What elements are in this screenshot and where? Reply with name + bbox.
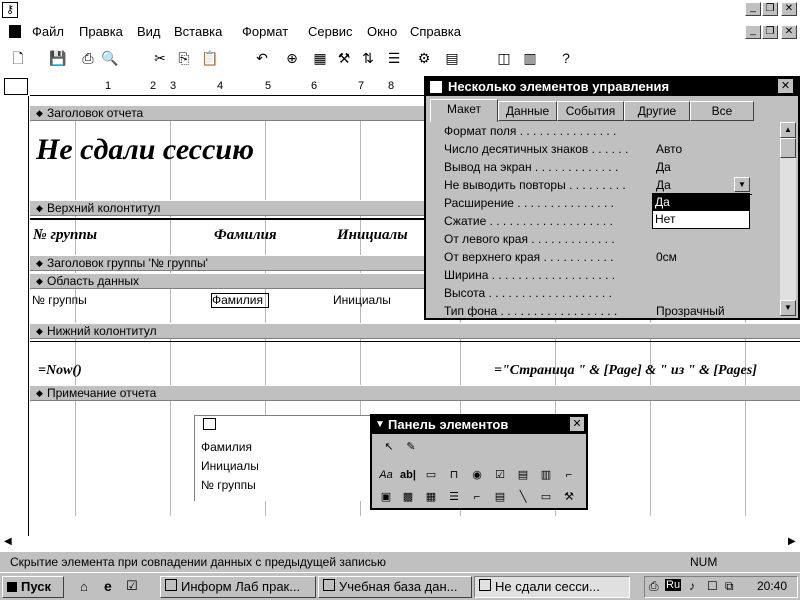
prop-row-top[interactable]: От верхнего края . . . . . . . . . . . 0см xyxy=(444,250,677,264)
taskbar xyxy=(0,572,800,600)
header-line xyxy=(30,218,425,220)
checkbox-icon[interactable]: ☑ xyxy=(495,469,505,481)
print-icon[interactable]: ⎙ xyxy=(82,50,94,66)
ruler-corner[interactable] xyxy=(4,78,28,95)
key-icon[interactable]: ⚷ xyxy=(2,2,18,18)
doc-minimize-button[interactable]: _ xyxy=(745,25,761,39)
toolbar xyxy=(0,43,800,73)
menu-view[interactable]: Вид xyxy=(137,24,161,39)
scroll-left-icon[interactable]: ◀ xyxy=(4,536,12,547)
unbound-object-icon[interactable]: ▩ xyxy=(402,491,414,503)
horizontal-ruler xyxy=(30,78,428,96)
toggle-button-icon[interactable]: ⊓ xyxy=(449,469,459,481)
page-footer-band[interactable]: ◆ Нижний колонтитул xyxy=(30,323,800,339)
wizard-icon[interactable]: ✎ xyxy=(406,441,416,453)
clock[interactable]: 20:40 xyxy=(757,579,788,593)
page-header-band[interactable]: ◆ Верхний колонтитул xyxy=(30,200,800,216)
quick-launch-desktop-icon[interactable]: ⌂ xyxy=(80,579,88,594)
now-expression[interactable]: =Now() xyxy=(38,363,82,378)
task-button[interactable]: Учебная база дан... xyxy=(318,576,472,598)
band-label: Нижний колонтитул xyxy=(47,324,157,338)
paste-icon[interactable]: 📋 xyxy=(201,50,219,66)
menu-bar xyxy=(0,21,800,43)
status-bar xyxy=(0,552,800,572)
column-label-initials[interactable]: Инициалы xyxy=(337,227,408,243)
close-icon[interactable]: ✕ xyxy=(570,417,584,431)
tab-events[interactable]: События xyxy=(557,101,624,121)
menu-file[interactable]: Файл xyxy=(32,24,64,39)
preview-icon[interactable]: 🔍 xyxy=(101,50,119,66)
menu-help[interactable]: Справка xyxy=(410,24,461,39)
doc-restore-button[interactable]: ❐ xyxy=(762,25,778,39)
report-header-band[interactable]: ◆ Заголовок отчета xyxy=(30,105,800,121)
page-break-icon[interactable]: ☰ xyxy=(449,491,459,503)
band-label: Заголовок группы '№ группы' xyxy=(47,256,208,270)
textbox-tool-icon[interactable]: ab| xyxy=(400,469,416,481)
dropdown-list[interactable] xyxy=(652,193,750,229)
field-list-item[interactable]: Фамилия xyxy=(201,440,252,454)
ruler-mark: 7 xyxy=(358,80,365,92)
detail-band[interactable]: ◆ Область данных xyxy=(30,273,800,289)
ruler-mark: 5 xyxy=(265,80,272,92)
label-tool-icon[interactable]: Aa xyxy=(379,469,393,481)
start-button[interactable] xyxy=(2,576,64,598)
field-list-item[interactable]: № группы xyxy=(201,478,256,492)
system-tray xyxy=(644,576,798,598)
document-icon xyxy=(165,579,177,591)
select-objects-icon[interactable]: ↖ xyxy=(384,441,394,453)
ruler-mark: 1 xyxy=(105,80,112,92)
language-indicator[interactable]: Ru xyxy=(666,579,681,591)
option-group-icon[interactable]: ▭ xyxy=(425,469,437,481)
ruler-mark: 8 xyxy=(388,80,395,92)
report-icon xyxy=(479,579,491,591)
prop-row-height[interactable]: Высота . . . . . . . . . . . . . . . . . . . xyxy=(444,286,612,300)
property-sheet[interactable] xyxy=(424,76,800,320)
doc-close-button[interactable]: ✕ xyxy=(781,25,797,39)
printer-icon[interactable]: ⎙ xyxy=(649,579,659,593)
copy-icon[interactable]: ⎘ xyxy=(178,50,190,66)
scroll-up-icon[interactable]: ▲ xyxy=(780,122,796,138)
build-icon[interactable]: ⚙ xyxy=(417,50,431,66)
tab-other[interactable]: Другие xyxy=(624,101,690,121)
property-sheet-title-bar[interactable] xyxy=(426,78,798,96)
menu-window[interactable]: Окно xyxy=(367,24,398,39)
scroll-down-icon[interactable]: ▼ xyxy=(780,300,796,316)
prop-row-hide-duplicates[interactable]: Не выводить повторы . . . . . . . . . Да xyxy=(444,176,784,194)
menu-insert[interactable]: Вставка xyxy=(174,24,223,39)
chevron-down-icon[interactable]: ▼ xyxy=(375,419,385,430)
page-expression[interactable]: ="Страница " & [Page] & " из " & [Pages] xyxy=(494,363,757,378)
database-window-icon[interactable]: ◫ xyxy=(497,50,511,66)
list-box-icon[interactable]: ▥ xyxy=(540,469,552,481)
ruler-mark: 6 xyxy=(311,80,318,92)
field-surname[interactable]: Фамилия xyxy=(211,293,269,308)
toolbox-icon[interactable]: ⚒ xyxy=(337,50,351,66)
menu-edit[interactable]: Правка xyxy=(79,24,123,39)
prop-row-left[interactable]: От левого края . . . . . . . . . . . . . xyxy=(444,232,615,246)
status-text: Скрытие элемента при совпадении данных с предыдущей записью xyxy=(10,555,386,569)
horizontal-scrollbar[interactable] xyxy=(0,536,800,550)
quick-launch-channels-icon[interactable]: ☑ xyxy=(126,578,138,593)
column-label-surname[interactable]: Фамилия xyxy=(214,227,277,243)
subform-icon[interactable]: ▤ xyxy=(494,491,506,503)
tab-layout[interactable]: Макет xyxy=(430,99,498,122)
menu-format[interactable]: Формат xyxy=(242,24,289,39)
new-object-icon[interactable]: ▥ xyxy=(523,50,537,66)
properties-icon[interactable]: ☰ xyxy=(387,50,401,66)
globe-icon[interactable]: ⊕ xyxy=(286,50,298,66)
document-icon[interactable] xyxy=(9,25,21,38)
property-sheet-title: Несколько элементов управления xyxy=(448,79,670,94)
property-scrollbar[interactable] xyxy=(780,122,796,316)
ruler-mark: 2 xyxy=(150,80,157,92)
tab-all[interactable]: Все xyxy=(690,101,754,121)
line-tool-icon[interactable]: ╲ xyxy=(519,491,527,503)
band-label: Верхний колонтитул xyxy=(47,201,161,215)
command-button-icon[interactable]: ⌐ xyxy=(565,469,573,481)
menu-tools[interactable]: Сервис xyxy=(308,24,353,39)
field-initials[interactable]: Инициалы xyxy=(333,293,391,307)
option-button-icon[interactable]: ◉ xyxy=(472,469,482,481)
num-lock-indicator: NUM xyxy=(690,555,718,569)
prop-row-back-style[interactable]: Тип фона . . . . . . . . . . . . . . . . . . Прозрачный xyxy=(444,304,725,317)
group-header-band[interactable]: ◆ Заголовок группы '№ группы' xyxy=(30,255,800,271)
field-group[interactable]: № группы xyxy=(32,293,87,307)
field-list-icon[interactable]: ▦ xyxy=(313,50,327,66)
footer-line xyxy=(30,341,800,342)
column-label-group[interactable]: № группы xyxy=(33,227,98,243)
tab-control-icon[interactable]: ⌐ xyxy=(473,491,481,503)
code-icon[interactable]: ▤ xyxy=(445,50,459,66)
rectangle-tool-icon[interactable]: ▭ xyxy=(540,491,552,503)
title-bar xyxy=(0,0,800,21)
dropdown-arrow-button[interactable]: ▼ xyxy=(734,177,750,192)
field-list-icon xyxy=(203,418,216,430)
windows-logo-icon xyxy=(7,582,17,592)
minimize-button[interactable]: _ xyxy=(745,2,761,16)
field-list-window[interactable] xyxy=(194,415,372,501)
prop-row-can-shrink[interactable]: Сжатие . . . . . . . . . . . . . . . . . . . xyxy=(444,214,613,228)
close-button[interactable]: ✕ xyxy=(781,2,797,16)
close-icon[interactable]: ✕ xyxy=(778,79,793,93)
task-button[interactable]: Информ Лаб прак... xyxy=(160,576,316,598)
cut-icon[interactable]: ✂ xyxy=(154,50,166,66)
scroll-thumb[interactable] xyxy=(780,138,796,158)
restore-button[interactable]: ❐ xyxy=(762,2,778,16)
help-icon[interactable]: ? xyxy=(562,50,570,66)
view-icon[interactable]: 🗋 xyxy=(12,50,24,66)
vertical-ruler xyxy=(0,96,29,536)
properties-icon xyxy=(430,81,442,93)
prop-row-width[interactable]: Ширина . . . . . . . . . . . . . . . . . . . xyxy=(444,268,616,282)
dropdown-option-yes[interactable]: Да xyxy=(653,194,749,211)
undo-icon[interactable]: ↶ xyxy=(256,50,268,66)
report-footer-band[interactable]: ◆ Примечание отчета xyxy=(30,385,800,401)
dropdown-option-no[interactable]: Нет xyxy=(655,212,676,226)
toolbox-title: Панель элементов xyxy=(388,417,509,432)
scheduler-icon[interactable]: ⧉ xyxy=(725,579,734,593)
save-icon[interactable]: 💾 xyxy=(49,50,67,66)
bound-object-icon[interactable]: ▦ xyxy=(425,491,437,503)
more-controls-icon[interactable]: ⚒ xyxy=(564,491,574,503)
quick-launch-browser-icon[interactable]: e xyxy=(104,578,112,594)
report-title[interactable]: Не сдали сессию xyxy=(36,133,254,166)
task-button-active[interactable]: Не сдали сесси... xyxy=(474,576,630,598)
band-label: Заголовок отчета xyxy=(47,106,144,120)
band-label: Примечание отчета xyxy=(47,386,157,400)
prop-row-can-grow[interactable]: Расширение . . . . . . . . . . . . . . . xyxy=(444,196,614,210)
tab-data[interactable]: Данные xyxy=(498,101,557,121)
band-label: Область данных xyxy=(47,274,139,288)
prop-row-format[interactable]: Формат поля . . . . . . . . . . . . . . . xyxy=(444,124,617,138)
network-icon[interactable]: ☐ xyxy=(707,579,718,593)
ruler-mark: 3 xyxy=(170,80,177,92)
window-icon xyxy=(323,579,335,591)
start-label: Пуск xyxy=(21,579,51,594)
combo-box-icon[interactable]: ▤ xyxy=(517,469,529,481)
sorting-icon[interactable]: ⇅ xyxy=(362,50,374,66)
toolbox-title-bar[interactable] xyxy=(372,416,586,434)
volume-icon[interactable]: ♪ xyxy=(689,579,695,593)
field-list-item[interactable]: Инициалы xyxy=(201,459,259,473)
prop-row-decimals[interactable]: Число десятичных знаков . . . . . . Авто xyxy=(444,142,683,156)
toolbox-window[interactable] xyxy=(370,414,588,510)
scroll-right-icon[interactable]: ▶ xyxy=(788,536,796,547)
ruler-mark: 4 xyxy=(217,80,224,92)
prop-row-visible[interactable]: Вывод на экран . . . . . . . . . . . . . Да xyxy=(444,160,671,174)
image-icon[interactable]: ▣ xyxy=(380,491,392,503)
